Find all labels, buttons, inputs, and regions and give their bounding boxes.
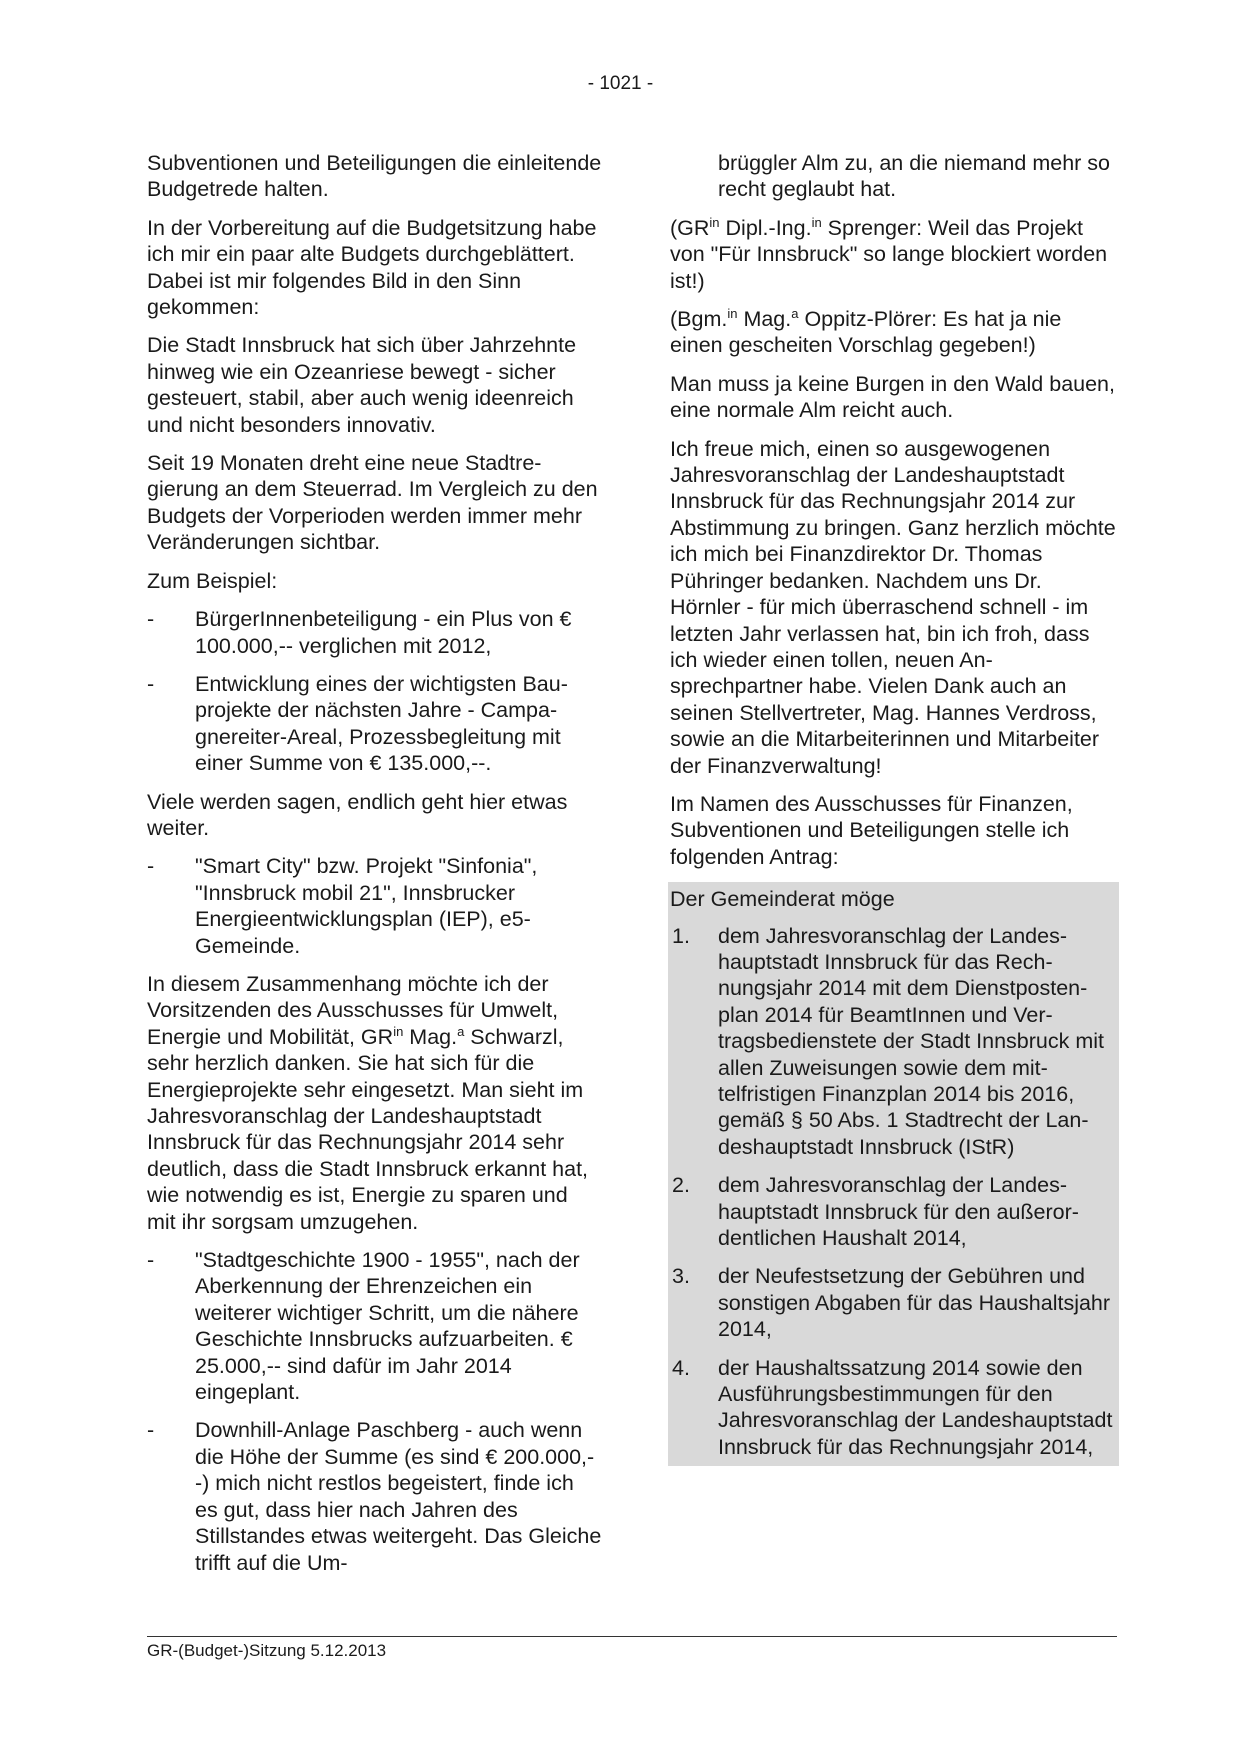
bullet-text: Downhill-Anlage Paschberg - auch wenn die Höhe der Summe (es sind € 200.000,--) mich nicht restlos begeistert, finde ich es gut, dass hier nach Jahren des Stillstandes etwas weitergeht. Das Gleiche trifft auf die Um-: [195, 1418, 602, 1575]
text-run: Schwarzl, sehr herzlich danken. Sie hat sich für die Energieprojekte sehr eingesetzt. Man sieht im Jahresvoranschlag der Landeshauptstadt Innsbruck für das Rechnungsjahr 2014 sehr deutlich, dass die Stadt Innsbruck erkannt hat, wie notwendig es ist, Energie zu sparen und mit ihr sorgsam umzugehen.: [147, 1024, 589, 1234]
paragraph: Im Namen des Ausschusses für Finanzen, Subventionen und Beteiligungen stelle ich folgenden Antrag:: [670, 791, 1073, 869]
bullet-item: [147, 853, 602, 959]
bullet-marker: -: [147, 671, 155, 696]
bullet-text: "Smart City" bzw. Projekt "Sinfonia", "Innsbruck mobil 21", Innsbrucker Energieentwicklungsplan (IEP), e5-Gemeinde.: [195, 854, 538, 958]
motion-box: [668, 882, 1119, 1466]
motion-item-text: der Haushaltssatzung 2014 sowie den Ausführungsbestimmungen für den Jahresvoranschlag der Landeshauptstadt Innsbruck für das Rechnungsjahr 2014,: [718, 1355, 1113, 1459]
motion-heading: Der Gemeinderat möge: [670, 887, 895, 912]
page-number: - 1021 -: [587, 73, 654, 94]
text-run: Mag.: [737, 307, 792, 332]
paragraph: Subventionen und Beteiligungen die einleitende Budgetrede halten.: [147, 151, 602, 202]
bullet-item: [147, 606, 602, 659]
paragraph: Viele werden sagen, endlich geht hier etwas weiter.: [147, 789, 568, 840]
bullet-item: [147, 1417, 602, 1575]
footer-text: GR-(Budget-)Sitzung 5.12.2013: [147, 1641, 387, 1660]
motion-item-text: dem Jahresvoranschlag der Landeshauptstadt Innsbruck für das Rechnungsjahr 2014 mit dem Dienstpostenplan 2014 für BeamtInnen und Vertragsbedienstete der Stadt Innsbruck mit allen Zuweisungen sowie dem mittelfristigen Finanzplan 2014 bis 2016, gemäß § 50 Abs. 1 Stadtrecht der Landeshauptstadt Innsbruck (IStR): [718, 923, 1105, 1159]
motion-item-number: 1.: [672, 923, 690, 948]
paragraph: [147, 971, 602, 1235]
motion-item: [670, 1355, 1117, 1461]
paragraph: Die Stadt Innsbruck hat sich über Jahrzehnte hinweg wie ein Ozeanriese bewegt - sicher gesteuert, stabil, aber auch wenig ideenreich und nicht besonders innovativ.: [147, 333, 577, 437]
motion-item: [670, 923, 1117, 1161]
bullet-continuation: brüggler Alm zu, an die niemand mehr so recht geglaubt hat.: [718, 151, 1110, 202]
bullet-text: BürgerInnenbeteiligung - ein Plus von € 100.000,-- verglichen mit 2012,: [195, 607, 572, 658]
motion-item: [670, 1172, 1117, 1251]
superscript: a: [791, 306, 799, 322]
text-run: (Bgm.: [670, 307, 728, 332]
motion-item-text: der Neufestsetzung der Gebühren und sonstigen Abgaben für das Haushaltsjahr 2014,: [718, 1264, 1111, 1342]
paragraph: Zum Beispiel:: [147, 568, 278, 593]
bullet-item: [147, 671, 602, 777]
text-run: Sprenger: Weil das Projekt von "Für Innsbruck" so lange blockiert worden ist!): [670, 215, 1108, 293]
bullet-text: Entwicklung eines der wichtigsten Bauprojekte der nächsten Jahre - Campagnereiter-Areal, Prozessbegleitung mit einer Summe von € 135.000,--.: [195, 671, 568, 776]
text-run: (GR: [670, 215, 710, 240]
motion-item-number: 4.: [672, 1355, 690, 1380]
text-run: In diesem Zusammenhang möchte ich der Vorsitzenden des Ausschusses für Umwelt, Energie und Mobilität, GR: [147, 971, 559, 1049]
bullet-marker: -: [147, 1248, 155, 1273]
superscript: in: [709, 214, 720, 230]
paragraph: In der Vorbereitung auf die Budgetsitzung habe ich mir ein paar alte Budgets durchgeblättert. Dabei ist mir folgendes Bild in den Sinn gekommen:: [147, 215, 597, 320]
motion-item-text: dem Jahresvoranschlag der Landeshauptstadt Innsbruck für den außerordentlichen Haushalt 2014,: [718, 1173, 1079, 1251]
paragraph: Ich freue mich, einen so ausgewogenen Jahresvoranschlag der Landeshauptstadt Innsbruck für das Rechnungsjahr 2014 zur Abstimmung zu bringen. Ganz herzlich möchte ich mich bei Finanzdirektor Dr. Thomas Pühringer bedanken. Nachdem uns Dr. Hörnler - für mich überraschend schnell - im letzten Jahr verlassen hat, bin ich froh, dass ich wieder einen tollen, neuen Ansprechpartner habe. Vielen Dank auch an seinen Stellvertreter, Mag. Hannes Verdross, sowie an die Mitarbeiterinnen und Mitarbeiter der Finanzverwaltung!: [670, 436, 1116, 778]
left-column: [147, 150, 602, 1588]
motion-item-number: 3.: [672, 1264, 690, 1289]
paragraph: Seit 19 Monaten dreht eine neue Stadtregierung an dem Steuerrad. Im Vergleich zu den Budgets der Vorperioden werden immer mehr Veränderungen sichtbar.: [147, 451, 598, 555]
right-column: [670, 150, 1117, 1466]
superscript: a: [457, 1023, 465, 1039]
interjection: [670, 215, 1117, 294]
bullet-marker: -: [147, 854, 155, 879]
bullet-marker: -: [147, 607, 155, 632]
interjection: [670, 306, 1117, 359]
bullet-marker: -: [147, 1418, 155, 1443]
superscript: in: [393, 1023, 404, 1039]
footer-divider: [147, 1636, 1117, 1637]
bullet-item: [147, 1247, 602, 1405]
text-run: Mag.: [403, 1024, 458, 1049]
superscript: in: [727, 306, 738, 322]
text-run: Dipl.-Ing.: [719, 215, 812, 240]
bullet-text: "Stadtgeschichte 1900 - 1955", nach der Aberkennung der Ehrenzeichen ein weiterer wichtiger Schritt, um die nähere Geschichte Innsbrucks aufzuarbeiten. € 25.000,-- sind dafür im Jahr 2014 eingeplant.: [195, 1248, 580, 1405]
text-run: Oppitz-Plörer: Es hat ja nie einen gescheiten Vorschlag gegeben!): [670, 307, 1062, 358]
motion-item: [670, 1263, 1117, 1342]
superscript: in: [811, 214, 822, 230]
paragraph: Man muss ja keine Burgen in den Wald bauen, eine normale Alm reicht auch.: [670, 371, 1115, 423]
motion-item-number: 2.: [672, 1173, 690, 1198]
